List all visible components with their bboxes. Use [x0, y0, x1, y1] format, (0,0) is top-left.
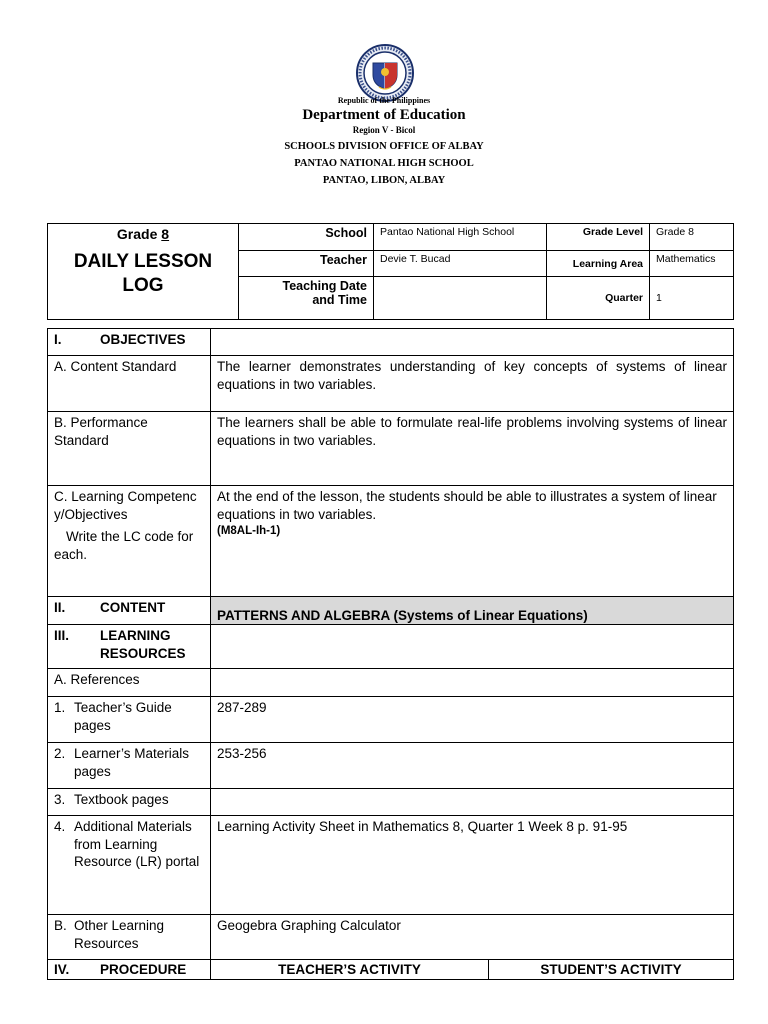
- objectives-value: [211, 329, 734, 356]
- grade-prefix: Grade: [116, 226, 158, 242]
- grade-level-label: Grade Level: [547, 224, 650, 251]
- performance-standard-row: [48, 412, 734, 486]
- lesson-plan-table: [47, 328, 734, 980]
- competency-row: [48, 486, 734, 597]
- division-line: SCHOOLS DIVISION OFFICE OF ALBAY: [284, 141, 484, 152]
- additional-materials-row: [48, 816, 734, 915]
- textbook-row: [48, 789, 734, 816]
- other-resources-label: Other Learning Resources: [74, 918, 165, 951]
- teachers-guide-label-cell: [48, 697, 211, 743]
- additional-materials-num: 4.: [54, 819, 66, 834]
- teacher-label: Teacher: [239, 251, 374, 277]
- learners-materials-value: 253-256: [211, 743, 734, 789]
- student-activity-header: STUDENT’S ACTIVITY: [489, 960, 734, 980]
- competency-note: Write the LC code for each.: [54, 529, 194, 562]
- teaching-date-label-line1: Teaching Date: [282, 279, 367, 293]
- dll-title-line2: LOG: [122, 275, 164, 296]
- content-standard-value: The learner demonstrates understanding of key concepts of systems of linear equations in two variables.: [211, 356, 734, 412]
- learners-materials-num: 2.: [54, 746, 66, 761]
- resources-label-2: RESOURCES: [100, 645, 186, 661]
- resources-value: [211, 625, 734, 669]
- teachers-guide-row: [48, 697, 734, 743]
- additional-materials-label-cell: [48, 816, 211, 915]
- teacher-activity-header: TEACHER’S ACTIVITY: [211, 960, 489, 980]
- teachers-guide-label: Teacher’s Guide pages: [74, 700, 172, 733]
- objectives-num: I.: [54, 332, 62, 347]
- resources-label-1: LEARNING: [100, 628, 171, 643]
- other-resources-prefix: B.: [54, 918, 67, 933]
- other-resources-label-cell: [48, 915, 211, 960]
- content-value: PATTERNS AND ALGEBRA (Systems of Linear Equations): [211, 597, 734, 625]
- school-label: School: [239, 224, 374, 251]
- content-heading: [48, 597, 211, 625]
- title-cell: [48, 224, 239, 320]
- procedure-heading: [48, 960, 211, 980]
- quarter-value: 1: [650, 277, 734, 320]
- textbook-label: Textbook pages: [74, 792, 169, 807]
- learners-materials-label-cell: [48, 743, 211, 789]
- textbook-value: [211, 789, 734, 816]
- deped-seal-icon: [355, 43, 415, 103]
- textbook-label-cell: [48, 789, 211, 816]
- content-standard-label: A. Content Standard: [48, 356, 211, 412]
- school-value: Pantao National High School: [374, 224, 547, 251]
- teacher-value: Devie T. Bucad: [374, 251, 547, 277]
- performance-standard-label: B. Performance Standard: [48, 412, 211, 486]
- lesson-info-table: [47, 223, 734, 320]
- content-num: II.: [54, 600, 66, 615]
- objectives-row: [48, 329, 734, 356]
- additional-materials-label: Additional Materials from Learning Resource (LR) portal: [74, 819, 200, 869]
- dll-title: [54, 250, 232, 298]
- address-line: PANTAO, LIBON, ALBAY: [322, 175, 446, 186]
- teaching-date-label-line2: and Time: [312, 293, 367, 307]
- teachers-guide-num: 1.: [54, 700, 66, 715]
- teachers-guide-value: 287-289: [211, 697, 734, 743]
- grade-value: 8: [161, 226, 170, 242]
- objectives-label: OBJECTIVES: [100, 332, 186, 347]
- region-line: Region V - Bicol: [352, 125, 416, 135]
- teaching-date-value: [374, 277, 547, 320]
- dll-title-line1: DAILY LESSON: [73, 251, 213, 272]
- additional-materials-value: Learning Activity Sheet in Mathematics 8, Quarter 1 Week 8 p. 91-95: [211, 816, 734, 915]
- performance-standard-value: The learners shall be able to formulate real-life problems involving systems of linear equations in two variables.: [211, 412, 734, 486]
- textbook-num: 3.: [54, 792, 66, 807]
- content-label: CONTENT: [100, 600, 166, 615]
- other-resources-value: Geogebra Graphing Calculator: [211, 915, 734, 960]
- competency-cell: [48, 486, 211, 597]
- other-resources-row: [48, 915, 734, 960]
- objectives-heading: [48, 329, 211, 356]
- competency-value-cell: [211, 486, 734, 597]
- school-line: PANTAO NATIONAL HIGH SCHOOL: [294, 158, 474, 169]
- competency-label: C. Learning Competency/Objectives: [54, 489, 197, 522]
- resources-heading: [48, 625, 211, 669]
- competency-value: At the end of the lesson, the students should be able to illustrates a system of linear equations in two variables.: [217, 489, 717, 522]
- procedure-label: PROCEDURE: [100, 962, 187, 977]
- resources-num: III.: [54, 628, 70, 643]
- competency-code: (M8AL-Ih-1): [217, 525, 281, 537]
- procedure-row: [48, 960, 734, 980]
- grade-heading: [54, 226, 232, 242]
- references-value: [211, 669, 734, 697]
- procedure-num: IV.: [54, 962, 70, 977]
- references-row: [48, 669, 734, 697]
- department-title: Department of Education: [302, 107, 466, 123]
- learners-materials-row: [48, 743, 734, 789]
- references-label: A. References: [48, 669, 211, 697]
- content-row: [48, 597, 734, 625]
- quarter-label: Quarter: [547, 277, 650, 320]
- resources-row: [48, 625, 734, 669]
- learning-area-label: Learning Area: [547, 251, 650, 277]
- grade-level-value: Grade 8: [650, 224, 734, 251]
- learning-area-value: Mathematics: [650, 251, 734, 277]
- teaching-date-label: [239, 277, 374, 320]
- learners-materials-label: Learner’s Materials pages: [74, 746, 190, 779]
- content-standard-row: [48, 356, 734, 412]
- republic-line: Republic of the Philippines: [337, 96, 431, 105]
